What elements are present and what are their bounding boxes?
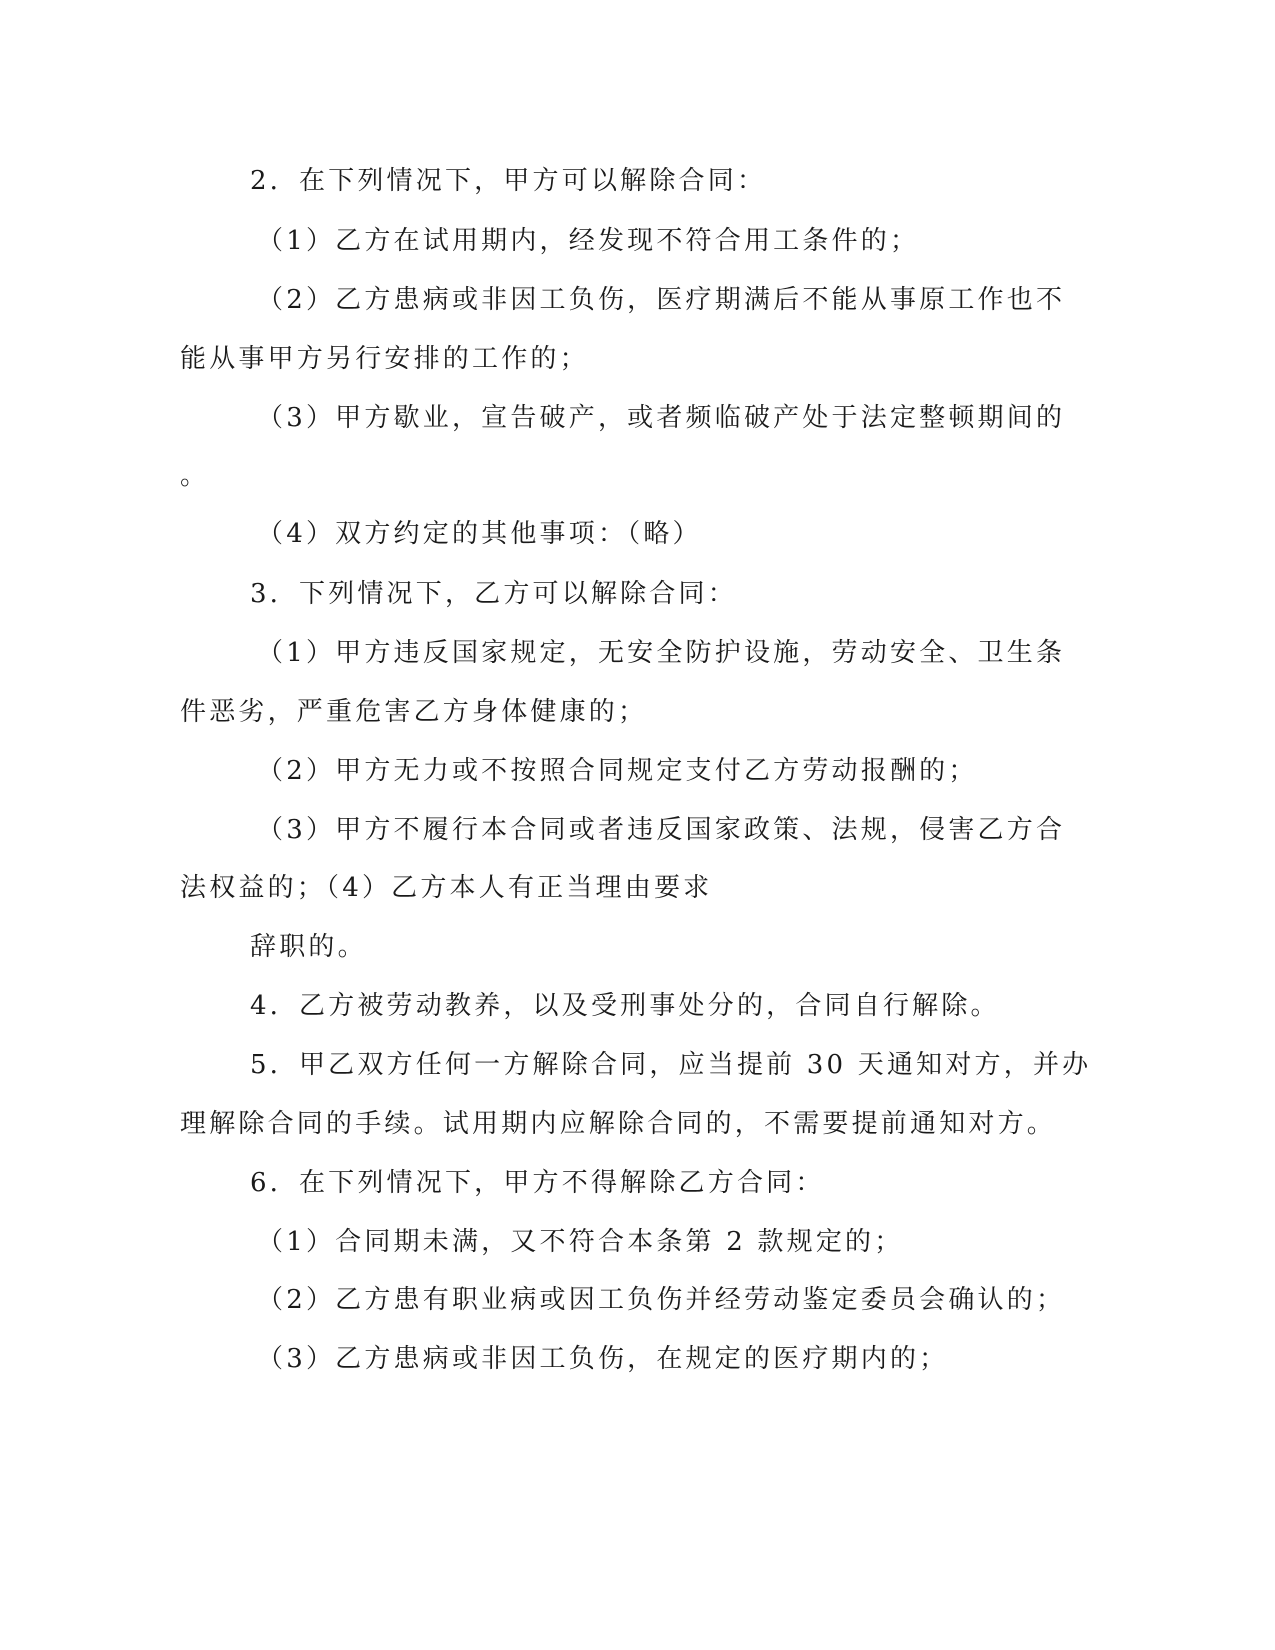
clause-2-item-2-cont: 能从事甲方另行安排的工作的； [180, 344, 589, 374]
clause-3-item-2: （2）甲方无力或不按照合同规定支付乙方劳动报酬的； [257, 756, 978, 786]
clause-3-heading: 3．下列情况下，乙方可以解除合同： [250, 579, 737, 609]
clause-2-item-1: （1）乙方在试用期内，经发现不符合用工条件的； [257, 226, 920, 256]
clause-5: 5．甲乙双方任何一方解除合同，应当提前 30 天通知对方，并办 [250, 1050, 1092, 1080]
clause-3-item-4-cont: 辞职的。 [250, 932, 367, 962]
clause-6-item-1: （1）合同期未满，又不符合本条第 2 款规定的； [257, 1227, 904, 1257]
clause-2-item-4: （4）双方约定的其他事项：（略） [257, 519, 702, 549]
clause-3-item-3-cont: 法权益的；（4）乙方本人有正当理由要求 [180, 873, 713, 903]
clause-2-item-2: （2）乙方患病或非因工负伤，医疗期满后不能从事原工作也不 [257, 285, 1066, 315]
clause-2-item-3: （3）甲方歇业，宣告破产，或者频临破产处于法定整顿期间的 [257, 403, 1066, 433]
clause-5-cont: 理解除合同的手续。试用期内应解除合同的，不需要提前通知对方。 [180, 1109, 1057, 1139]
clause-3-item-1: （1）甲方违反国家规定，无安全防护设施，劳动安全、卫生条 [257, 638, 1066, 668]
clause-4: 4．乙方被劳动教养，以及受刑事处分的，合同自行解除。 [250, 991, 1000, 1021]
clause-6-item-2: （2）乙方患有职业病或因工负伤并经劳动鉴定委员会确认的； [257, 1285, 1066, 1315]
clause-3-item-3: （3）甲方不履行本合同或者违反国家政策、法规，侵害乙方合 [257, 815, 1066, 845]
clause-2-heading: 2．在下列情况下，甲方可以解除合同： [250, 166, 767, 196]
clause-3-item-1-cont: 件恶劣，严重危害乙方身体健康的； [180, 697, 648, 727]
clause-2-item-3-cont: 。 [180, 461, 210, 491]
clause-6-heading: 6．在下列情况下，甲方不得解除乙方合同： [250, 1168, 825, 1198]
clause-6-item-3: （3）乙方患病或非因工负伤，在规定的医疗期内的； [257, 1344, 949, 1374]
